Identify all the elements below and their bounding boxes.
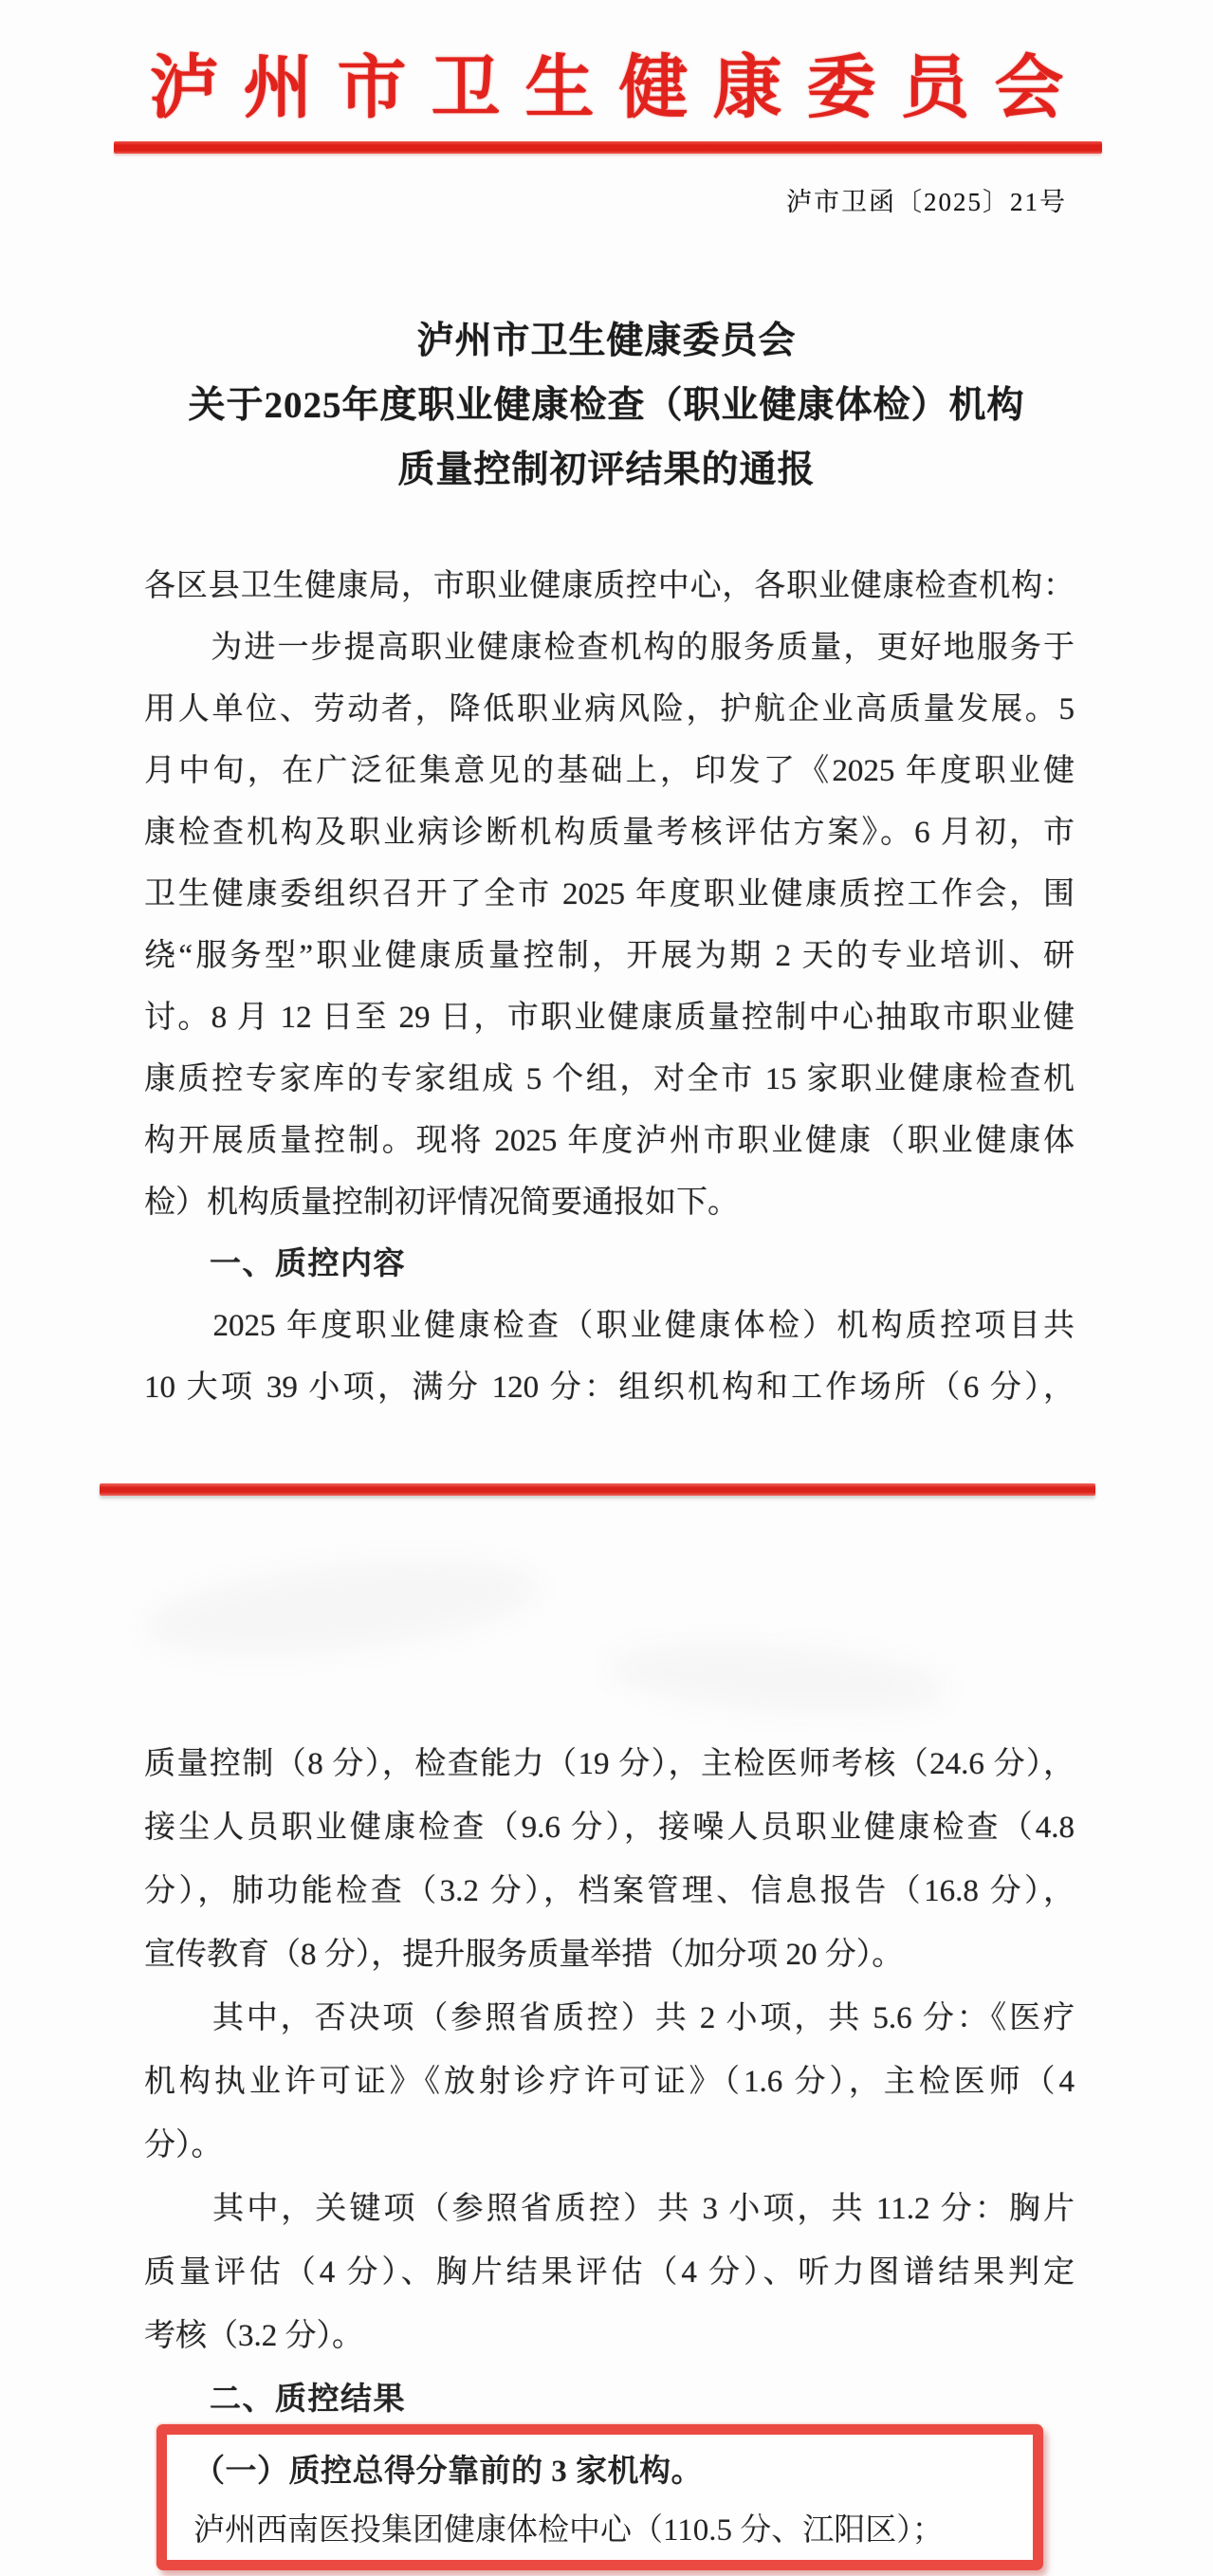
body-line: 质量控制（8 分），检查能力（19 分），主检医师考核（24.6 分）， — [144, 1746, 1075, 1781]
document-title-line-3: 质量控制初评结果的通报 — [397, 449, 816, 490]
section-heading-2: 二、质控结果 — [144, 2382, 406, 2417]
body-line: 分）。 — [144, 2127, 223, 2162]
letterhead-agency-title: 泸州市卫生健康委员会 — [149, 49, 1089, 126]
result-box-item: 泸州西南医投集团健康体检中心（110.5 分、江阳区）； — [193, 2512, 944, 2548]
body-line: 构开展质量控制。现将 2025 年度泸州市职业健康（职业健康体 — [144, 1123, 1075, 1158]
body-line: 接尘人员职业健康检查（9.6 分），接噪人员职业健康检查（4.8 — [144, 1810, 1075, 1845]
section-heading-1: 一、质控内容 — [144, 1246, 406, 1281]
document-title-line-1: 泸州市卫生健康委员会 — [416, 320, 797, 361]
body-line: 检）机构质量控制初评情况简要通报如下。 — [144, 1185, 739, 1220]
body-line: 其中，关键项（参照省质控）共 3 小项，共 11.2 分：胸片 — [144, 2191, 1075, 2226]
body-line: 康质控专家库的专家组成 5 个组，对全市 15 家职业健康检查机 — [144, 1061, 1075, 1096]
body-line: 其中，否决项（参照省质控）共 2 小项，共 5.6 分：《医疗 — [144, 2000, 1075, 2035]
body-line: 质量评估（4 分）、胸片结果评估（4 分）、听力图谱结果判定 — [144, 2254, 1075, 2290]
result-highlight-box — [156, 2424, 1043, 2570]
body-line: 各区县卫生健康局，市职业健康质控中心，各职业健康检查机构： — [144, 568, 1075, 603]
body-line: 2025 年度职业健康检查（职业健康体检）机构质控项目共 — [144, 1308, 1075, 1343]
document-title — [0, 309, 1213, 503]
result-box-heading: （一）质控总得分靠前的 3 家机构。 — [193, 2454, 703, 2489]
body-line: 宣传教育（8 分），提升服务质量举措（加分项 20 分）。 — [144, 1937, 904, 1972]
scan-smudge — [138, 1544, 543, 1670]
body-line: 讨。8 月 12 日至 29 日，市职业健康质量控制中心抽取市职业健 — [144, 1000, 1075, 1035]
body-line: 分），肺功能检查（3.2 分），档案管理、信息报告（16.8 分）， — [144, 1873, 1075, 1908]
page-separator-red-rule — [100, 1483, 1095, 1496]
body-line: 卫生健康委组织召开了全市 2025 年度职业健康质控工作会，围 — [144, 876, 1075, 911]
letterhead-red-rule — [114, 141, 1102, 154]
body-line: 机构执业许可证》《放射诊疗许可证》（1.6 分），主检医师（4 — [144, 2064, 1075, 2099]
body-line: 绕“服务型”职业健康质量控制，开展为期 2 天的专业培训、研 — [144, 938, 1075, 973]
scan-smudge — [605, 1634, 950, 1724]
document-number: 泸市卫函〔2025〕21号 — [786, 187, 1067, 216]
body-line: 10 大项 39 小项，满分 120 分：组织机构和工作场所（6 分）， — [144, 1370, 1075, 1405]
body-line: 用人单位、劳动者，降低职业病风险，护航企业高质量发展。5 — [144, 691, 1075, 727]
page1-body — [144, 556, 1075, 1419]
body-line: 康检查机构及职业病诊断机构质量考核评估方案》。6 月初，市 — [144, 815, 1075, 850]
body-line: 考核（3.2 分）。 — [144, 2318, 363, 2353]
body-line: 月中旬，在广泛征集意见的基础上，印发了《2025 年度职业健 — [144, 753, 1075, 788]
page2-body — [144, 1733, 1075, 2432]
document-title-line-2: 关于2025年度职业健康检查（职业健康体检）机构 — [188, 384, 1025, 426]
body-line: 为进一步提高职业健康检查机构的服务质量，更好地服务于 — [144, 630, 1075, 665]
